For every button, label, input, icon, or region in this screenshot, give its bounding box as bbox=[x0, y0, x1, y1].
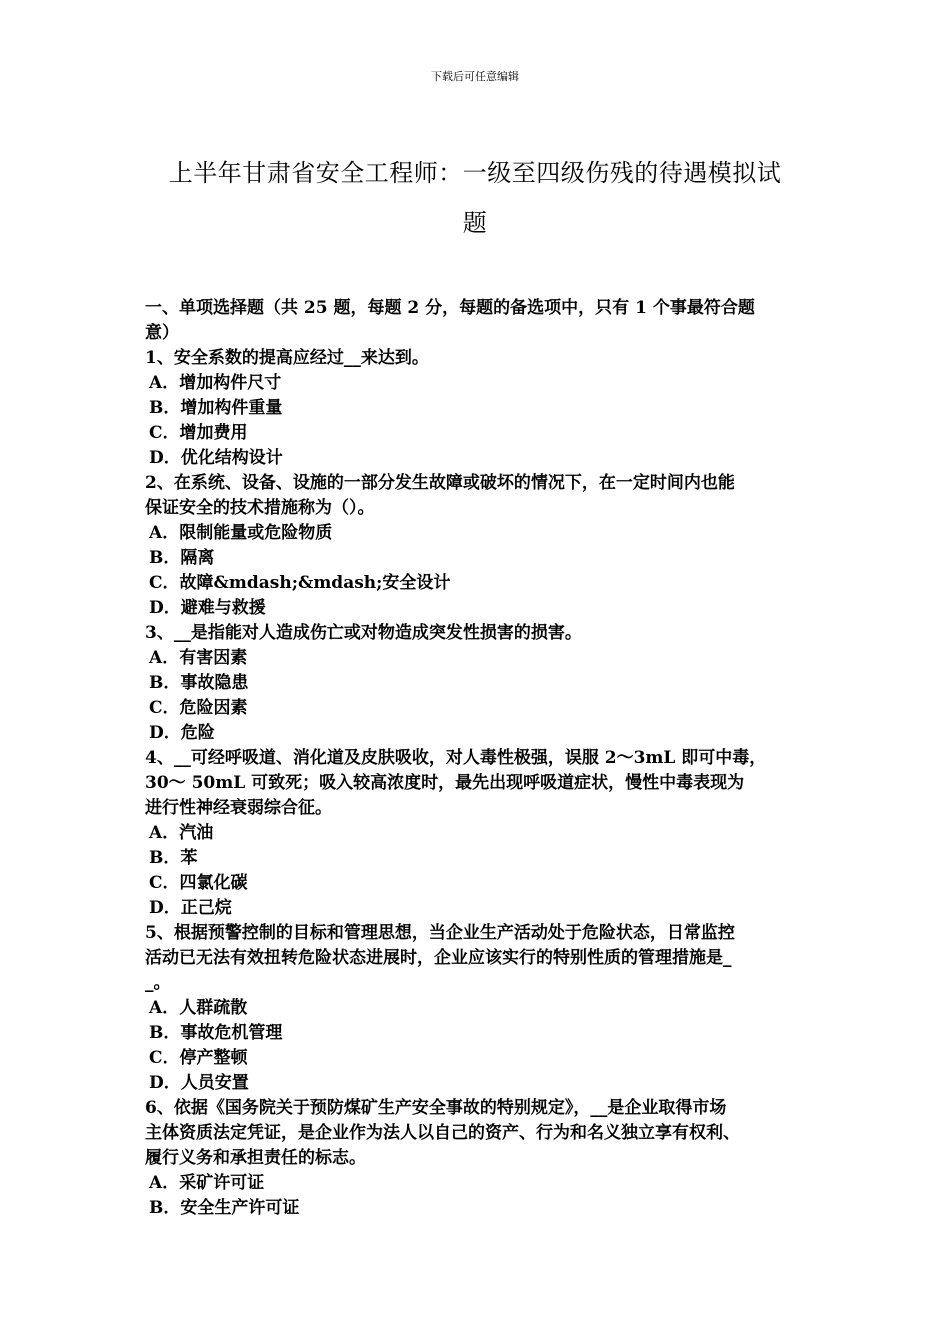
question-text: 6、依据《国务院关于预防煤矿生产安全事故的特别规定》，__是企业取得市场 bbox=[145, 1098, 727, 1118]
question-text: _。 bbox=[145, 973, 171, 993]
answer-option: B．安全生产许可证 bbox=[149, 1198, 300, 1218]
question-text: 保证安全的技术措施称为（）。 bbox=[145, 498, 375, 518]
answer-option: B．隔离 bbox=[149, 548, 215, 568]
question-text: 5、根据预警控制的目标和管理思想，当企业生产活动处于危险状态，日常监控 bbox=[145, 923, 735, 943]
answer-option: A．汽油 bbox=[149, 823, 214, 843]
question-text: 进行性神经衰弱综合征。 bbox=[145, 798, 332, 818]
answer-option: C．危险因素 bbox=[149, 698, 248, 718]
question-text: 履行义务和承担责任的标志。 bbox=[145, 1148, 366, 1168]
answer-option: C．故障&mdash;&mdash;安全设计 bbox=[149, 573, 451, 593]
section-heading: 意） bbox=[145, 323, 179, 343]
answer-option: A．增加构件尺寸 bbox=[149, 373, 282, 393]
answer-option: B．事故隐患 bbox=[149, 673, 249, 693]
header-note: 下载后可任意编辑 bbox=[431, 70, 519, 83]
answer-option: D．正己烷 bbox=[149, 898, 232, 918]
question-text: 30～ 50mL 可致死；吸入较高浓度时，最先出现呼吸道症状，慢性中毒表现为 bbox=[145, 773, 745, 793]
answer-option: A．有害因素 bbox=[149, 648, 248, 668]
question-text: 主体资质法定凭证，是企业作为法人以自己的资产、行为和名义独立享有权利、 bbox=[145, 1123, 740, 1143]
answer-option: D．危险 bbox=[149, 723, 215, 743]
answer-option: A．限制能量或危险物质 bbox=[149, 523, 333, 543]
answer-option: D．优化结构设计 bbox=[149, 448, 283, 468]
title-line-2: 题 bbox=[462, 209, 488, 237]
title-line-1: 上半年甘肃省安全工程师：一级至四级伤残的待遇模拟试 bbox=[168, 159, 782, 187]
question-text: 3、__是指能对人造成伤亡或对物造成突发性损害的损害。 bbox=[145, 623, 582, 643]
answer-option: A．人群疏散 bbox=[149, 998, 248, 1018]
question-text: 1、安全系数的提高应经过__来达到。 bbox=[145, 348, 429, 368]
answer-option: D．人员安置 bbox=[149, 1073, 249, 1093]
document-title bbox=[145, 148, 805, 248]
answer-option: B．增加构件重量 bbox=[149, 398, 283, 418]
question-text: 4、__可经呼吸道、消化道及皮肤吸收，对人毒性极强，误服 2～3mL 即可中毒， bbox=[145, 748, 767, 768]
question-list bbox=[145, 296, 817, 1221]
answer-option: C．增加费用 bbox=[149, 423, 248, 443]
answer-option: C．停产整顿 bbox=[149, 1048, 248, 1068]
answer-option: D．避难与救援 bbox=[149, 598, 266, 618]
answer-option: B．苯 bbox=[149, 848, 198, 868]
section-heading: 一、单项选择题（共 25 题，每题 2 分，每题的备选项中，只有 1 个事最符合题 bbox=[145, 298, 755, 318]
question-text: 2、在系统、设备、设施的一部分发生故障或破坏的情况下，在一定时间内也能 bbox=[145, 473, 735, 493]
answer-option: A．采矿许可证 bbox=[149, 1173, 265, 1193]
answer-option: C．四氯化碳 bbox=[149, 873, 248, 893]
answer-option: B．事故危机管理 bbox=[149, 1023, 283, 1043]
question-text: 活动已无法有效扭转危险状态进展时，企业应该实行的特别性质的管理措施是_ bbox=[145, 948, 732, 968]
